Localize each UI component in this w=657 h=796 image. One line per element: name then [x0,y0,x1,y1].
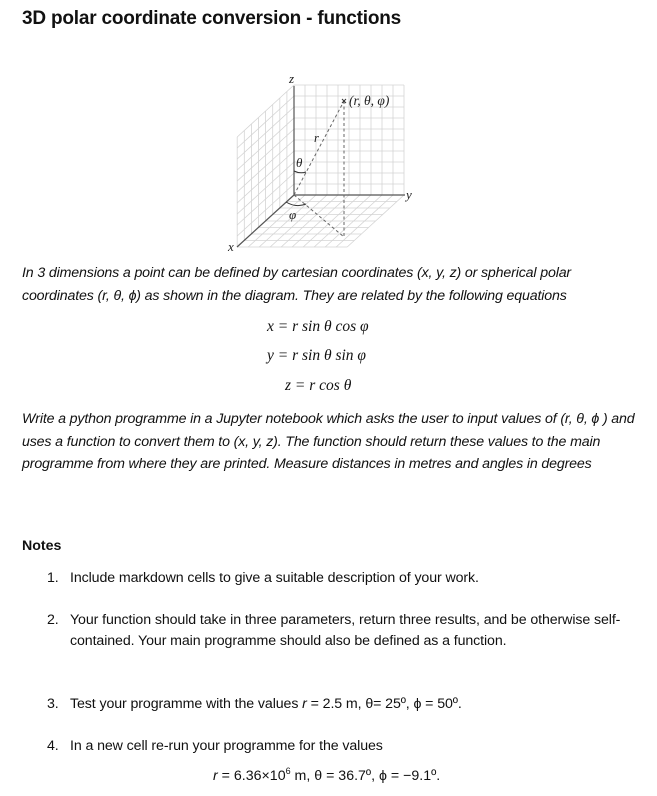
radius-label: r [314,131,319,145]
radius-mantissa: = 6.36×10 [217,768,286,784]
radius-symbol: r [213,768,218,784]
x-axis-label: x [228,239,234,254]
note-number: 3. [47,696,59,712]
radius-symbol: r [302,696,307,712]
intro-paragraph: In 3 dimensions a point can be defined by cartesian coordinates (x, y, z) or spherical polar coordinates (r, θ, ϕ) as shown in the diagram. They are related by the following equations [22,265,572,304]
equation-y [267,347,366,365]
note-number: 4. [47,738,59,754]
equation-z [285,377,351,395]
equation-lhs: z [285,377,292,394]
point-label: (r, θ, φ) [349,93,390,108]
rerun-values [213,768,440,784]
phi-label: φ [289,207,297,222]
diagram-grid [237,85,404,247]
radius-exponent: 6 [285,766,291,776]
note-text: Include markdown cells to give a suitable description of your work. [70,570,479,586]
note-text [70,694,630,715]
page-title: 3D polar coordinate conversion - functions [22,8,402,29]
equation-rhs: = r sin θ sin φ [277,347,366,364]
test-values: = 2.5 m, θ= 25º, ϕ = 50º. [306,696,462,712]
equation-rhs: = r sin θ cos φ [277,318,369,335]
z-axis-label: z [289,71,295,86]
note-text-prefix: Test your programme with the values [70,696,303,712]
note-text: Your function should take in three parameters, return three results, and be otherwise self-contained. Your main programme should also be defined as a function. [70,612,621,649]
equation-lhs: y [267,347,274,364]
theta-label: θ [296,155,303,170]
spherical-coordinates-diagram [0,0,657,260]
equation-rhs: = r cos θ [294,377,352,394]
notes-heading: Notes [22,538,62,554]
note-number: 1. [47,570,59,586]
note-number: 2. [47,612,59,628]
theta-arc [294,171,306,173]
angle-values: m, θ = 36.7º, ϕ = −9.1º. [290,768,441,784]
radius-line [294,101,344,195]
task-paragraph: Write a python programme in a Jupyter notebook which asks the user to input values of (r, θ, ϕ ) and uses a function to convert them to (x, y, z). The function should return these values to the main programme from where they are printed. Measure distances in metres and angles in degrees [22,411,635,472]
y-axis-label: y [406,187,412,202]
note-text: In a new cell re-run your programme for the values [70,738,383,754]
equation-x [267,318,369,336]
axes [237,86,405,247]
equation-lhs: x [267,318,274,335]
